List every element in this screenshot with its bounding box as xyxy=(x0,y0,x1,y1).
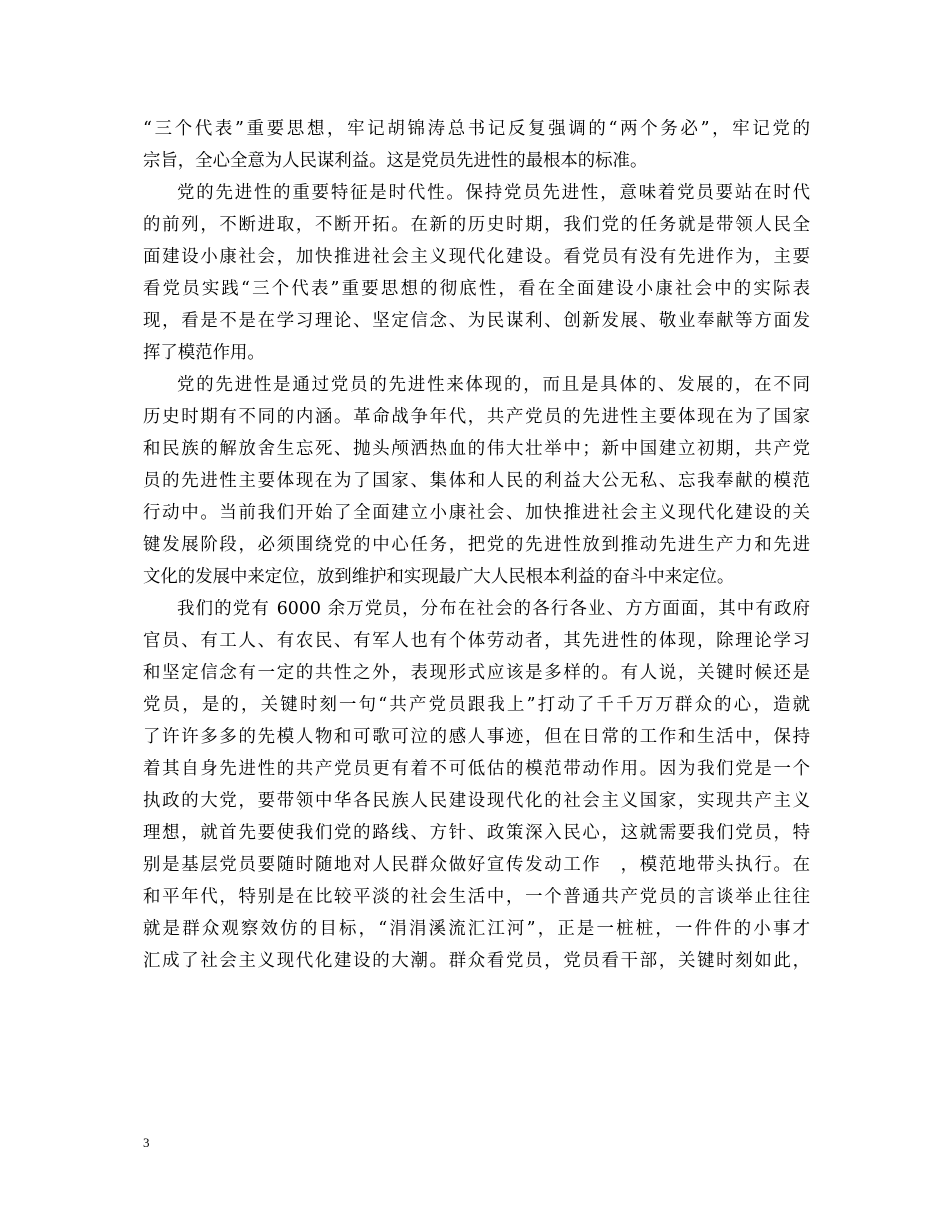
text-line: 执政的大党，要带领中华各民族人民建设现代化的社会主义国家，实现共产主义 xyxy=(143,791,810,811)
text-line: 历史时期有不同的内涵。革命战争年代，共产党员的先进性主要体现在为了国家 xyxy=(143,407,810,427)
text-line: 就是群众观察效仿的目标，“涓涓溪流汇江河”，正是一桩桩，一件件的小事才 xyxy=(143,919,810,939)
text-line: 挥了模范作用。 xyxy=(143,343,265,363)
text-line: 党的先进性是通过党员的先进性来体现的，而且是具体的、发展的，在不同 xyxy=(177,375,810,395)
text-line: 了许许多多的先模人物和可歌可泣的感人事迹，但在日常的工作和生活中，保持 xyxy=(143,727,810,747)
text-line: 和民族的解放舍生忘死、抛头颅洒热血的伟大壮举中；新中国建立初期，共产党 xyxy=(143,439,810,459)
text-line: 宗旨，全心全意为人民谋利益。这是党员先进性的最根本的标准。 xyxy=(143,151,648,171)
page-number: 3 xyxy=(143,1135,150,1150)
text-line: 现，看是不是在学习理论、坚定信念、为民谋利、创新发展、敬业奉献等方面发 xyxy=(143,311,810,331)
text-line: 和平年代，特别是在比较平淡的社会生活中，一个普通共产党员的言谈举止往往 xyxy=(143,887,810,907)
document-body xyxy=(143,113,810,977)
text-line: 着其自身先进性的共产党员更有着不可低估的模范带动作用。因为我们党是一个 xyxy=(143,759,810,779)
text-line: 官员、有工人、有农民、有军人也有个体劳动者，其先进性的体现，除理论学习 xyxy=(143,631,810,651)
text-line: 键发展阶段，必须围绕党的中心任务，把党的先进性放到推动先进生产力和先进 xyxy=(143,535,810,555)
text-line: “三个代表”重要思想，牢记胡锦涛总书记反复强调的“两个务必”，牢记党的 xyxy=(143,119,810,139)
text-line: 员的先进性主要体现在为了国家、集体和人民的利益大公无私、忘我奉献的模范 xyxy=(143,471,810,491)
text-line: 我们的党有 6000 余万党员，分布在社会的各行各业、方方面面，其中有政府 xyxy=(177,599,810,619)
text-line: 面建设小康社会，加快推进社会主义现代化建设。看党员有没有先进作为，主要 xyxy=(143,247,810,267)
text-line: 汇成了社会主义现代化建设的大潮。群众看党员，党员看干部，关键时刻如此， xyxy=(143,951,810,971)
text-line: 看党员实践“三个代表”重要思想的彻底性，看在全面建设小康社会中的实际表 xyxy=(143,279,810,299)
text-line: 和坚定信念有一定的共性之外，表现形式应该是多样的。有人说，关键时候还是 xyxy=(143,663,810,683)
text-line: 的前列，不断进取，不断开拓。在新的历史时期，我们党的任务就是带领人民全 xyxy=(143,215,810,235)
text-line: 行动中。当前我们开始了全面建立小康社会、加快推进社会主义现代化建设的关 xyxy=(143,503,810,523)
text-line: 理想，就首先要使我们党的路线、方针、政策深入民心，这就需要我们党员，特 xyxy=(143,823,810,843)
text-line: 别是基层党员要随时随地对人民群众做好宣传发动工作 ，模范地带头执行。在 xyxy=(143,855,810,875)
text-line: 文化的发展中来定位，放到维护和实现最广大人民根本利益的奋斗中来定位。 xyxy=(143,567,735,587)
text-line: 党的先进性的重要特征是时代性。保持党员先进性，意味着党员要站在时代 xyxy=(177,183,810,203)
text-line: 党员，是的，关键时刻一句“共产党员跟我上”打动了千千万万群众的心，造就 xyxy=(143,695,810,715)
